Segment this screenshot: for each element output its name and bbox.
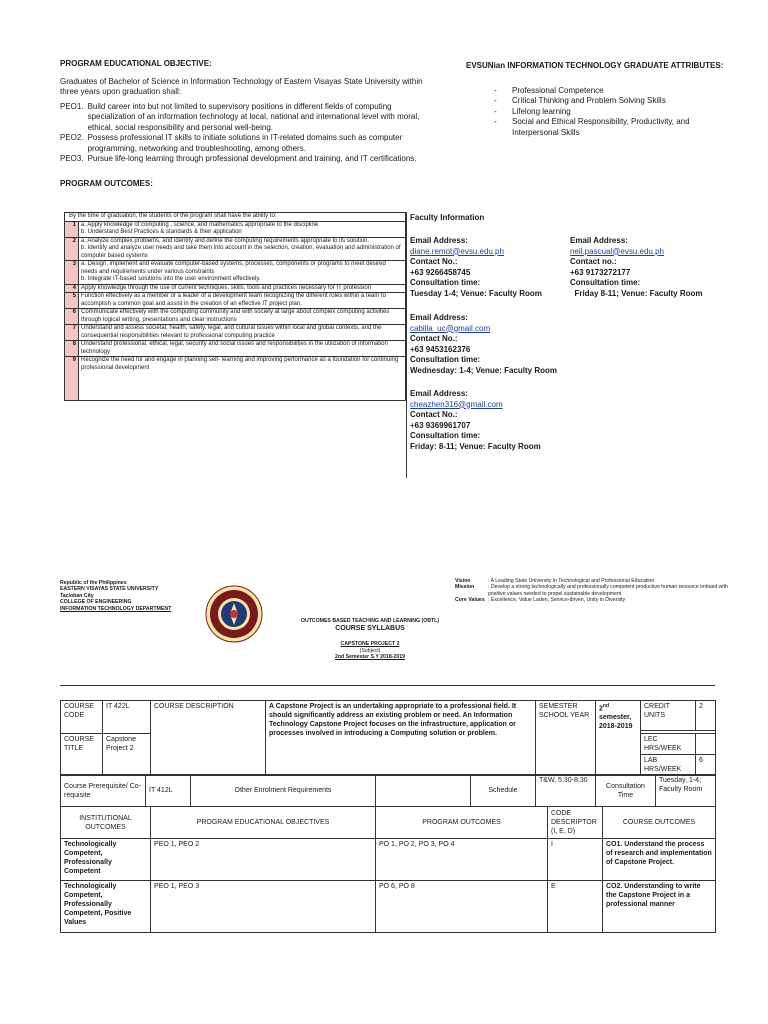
course-title-label: COURSE TITLE	[61, 734, 103, 776]
attribute-item: - Professional Competence	[494, 85, 604, 95]
university: EASTERN VISAYAS STATE UNIVERSITY	[60, 586, 159, 593]
semester-text: semester, 2018-2019	[599, 714, 633, 731]
attribute-item: - Social and Ethical Responsibility, Productivity, and Interpersonal Skills	[466, 117, 736, 138]
po-number: 8	[65, 341, 79, 357]
po-text: a. Apply knowledge of computing , science, and mathematics appropriate to the discipline b. Understand Best Practices & standards & their application	[79, 221, 406, 237]
department: INFORMATION TECHNOLOGY DEPARTMENT	[60, 605, 172, 612]
institutional-outcome: Technologically Competent, Professionally Competent, Positive Values	[61, 881, 151, 933]
peo-text: Pursue life-long learning through professional development and training, and IT certifications.	[87, 154, 417, 163]
peo-intro: Graduates of Bachelor of Science in Information Technology of Eastern Visayas State University within three years upon graduation shall:	[60, 76, 423, 96]
lab-hours-value: 6	[696, 755, 716, 776]
program-outcomes-heading: PROGRAM OUTCOMES:	[60, 178, 153, 188]
po-number: 3	[65, 261, 79, 285]
contact-label: Contact no.:	[570, 257, 617, 266]
peo-section	[60, 59, 440, 189]
obtl-heading: OUTCOMES BASED TEACHING AND LEARNING (OBTL)	[300, 618, 440, 624]
contact-value: +63 9369961707	[410, 420, 471, 430]
po-text: Communicate effectively with the computing community and with society at large about complex computing activities through logical writing, presentations and clear instructions	[79, 309, 406, 325]
po-number: 1	[65, 221, 79, 237]
table-row	[65, 284, 406, 293]
consultation-label: Consultation time:	[410, 278, 481, 287]
contact-value: +63 9173272177	[570, 267, 631, 277]
consultation-label: Consultation time:	[570, 278, 641, 287]
po-text: Apply knowledge through the use of current techniques, skills, tools and practices necessary for IT profession	[79, 284, 406, 293]
table-row	[61, 701, 716, 731]
schedule-label: Schedule	[471, 775, 536, 807]
table-row	[61, 839, 716, 881]
faculty-member	[570, 236, 720, 299]
course-outcome: CO1. Understand the process of research and implementation of Capstone Project.	[603, 839, 716, 881]
consultation-value: Friday 8-11; Venue: Faculty Room	[570, 288, 703, 298]
prerequisite-label: Course Prerequisite/ Co-requisite	[61, 775, 146, 807]
semester-number: 2	[599, 705, 603, 713]
graduate-attributes	[466, 61, 736, 138]
faculty-member	[410, 389, 560, 452]
email-link[interactable]: cabilla_uc@gmail.com	[410, 323, 491, 333]
core-values-label: Core Values	[455, 597, 485, 604]
peo-list	[60, 102, 440, 165]
mission-label: Mission	[455, 584, 475, 591]
email-link[interactable]: diane.remot@evsu.edu.ph	[410, 246, 504, 256]
po-number: 2	[65, 237, 79, 261]
consultation-value: Friday: 8-11; Venue: Faculty Room	[410, 441, 541, 451]
lec-hours-value	[696, 734, 716, 755]
contact-label: Contact No.:	[410, 334, 458, 343]
course-code-value: IT 422L	[103, 701, 151, 734]
mission-text: : Develop a strong technologically and professionally competent productive human resource imbued with positive values needed to propel sustainable development	[488, 584, 728, 597]
prerequisite-table	[60, 774, 716, 807]
contact-label: Contact No.:	[410, 410, 458, 419]
core-values-text: : Excellence, Value Laden, Service-driven, Unity in Diversity	[488, 597, 626, 604]
prerequisite-value: IT 412L	[146, 775, 191, 807]
po-mapping: PO 1, PO 2, PO 3, PO 4	[376, 839, 548, 881]
po-text: Function effectively as a member or a leader of a development team recognizing the different roles within a team to accomplish a common goal and assist in the creation of an effective IT project plan.	[79, 293, 406, 309]
po-number: 9	[65, 357, 79, 401]
table-row	[65, 341, 406, 357]
credit-units-value: 2	[696, 701, 716, 731]
table-row	[65, 221, 406, 237]
consultation-label: Consultation time:	[410, 355, 481, 364]
po-number: 4	[65, 284, 79, 293]
peo-item	[60, 154, 440, 165]
peo-code: PEO2.	[60, 133, 84, 142]
column-header: INSTITUTIONAL OUTCOMES	[61, 807, 151, 839]
course-name: CAPSTONE PROJECT 2	[340, 641, 400, 648]
table-row	[65, 261, 406, 285]
consultation-label: Consultation time:	[410, 431, 481, 440]
course-outcome: CO2. Understanding to write the Capstone Project in a professional manner	[603, 881, 716, 933]
table-row	[61, 881, 716, 933]
po-number: 6	[65, 309, 79, 325]
email-label: Email Address:	[410, 236, 468, 245]
column-header: PROGRAM EDUCATIONAL OBJECTIVES	[151, 807, 376, 839]
vision-text: : A Leading State University in Technological and Professional Education	[488, 578, 655, 584]
institutional-outcome: Technologically Competent, Professionally Competent	[61, 839, 151, 881]
table-row	[65, 357, 406, 401]
attribute-item: - Lifelong learning	[494, 106, 571, 116]
code-descriptor: E	[548, 881, 603, 933]
attribute-text: Critical Thinking and Problem Solving Skills	[512, 96, 666, 105]
email-link[interactable]: neil.pascual@evsu.edu.ph	[570, 246, 664, 256]
consultation-value: Tuesday, 1-4; Faculty Room	[656, 775, 716, 807]
table-row	[65, 325, 406, 341]
peo-text: Build career into but not limited to supervisory positions in different fields of computing specialization of an information technology at local, national and international level with moral, ethical, social responsibility and personal well-being.	[87, 101, 420, 132]
lab-hours-label: LAB HRS/WEEK	[641, 755, 696, 776]
course-code-label: COURSE CODE	[61, 701, 103, 734]
country: Republic of the Philippines	[60, 580, 127, 586]
column-header: PROGRAM OUTCOMES	[376, 807, 548, 839]
attributes-list	[466, 86, 736, 139]
po-text: a. Design, implement and evaluate computer-based systems, processes, components or programs to meet desired needs and requirements under various constraints b. Integrate IT-based solutions into the user environment effectively.	[79, 261, 406, 285]
attributes-heading: EVSUNian INFORMATION TECHNOLOGY GRADUATE ATTRIBUTES:	[466, 61, 724, 70]
core-values-row	[455, 597, 745, 603]
table-row	[65, 237, 406, 261]
po-intro: By the time of graduation, the students of the program shall have the ability to:	[65, 213, 406, 222]
divider	[60, 685, 715, 686]
college: COLLEGE OF ENGINEERING	[60, 599, 132, 606]
peo-text: Possess professional IT skills to initiate solutions in IT-related domains such as computer programming, networking and troubleshooting, among others.	[87, 133, 403, 153]
contact-value: +63 9266458745	[410, 267, 471, 277]
po-number: 7	[65, 325, 79, 341]
attribute-text: Professional Competence	[512, 85, 604, 95]
semester-label: SEMESTER SCHOOL YEAR	[536, 701, 596, 776]
course-title-value: Capstone Project 2	[103, 734, 151, 776]
subject-label: (Subject)	[359, 647, 381, 654]
semester-value	[596, 701, 641, 776]
po-text: Understand and assess societal, health, safety, legal, and cultural issues within local and global contexts, and the consequential responsibilities relevant to professional computing practice	[79, 325, 406, 341]
table-row	[61, 775, 716, 807]
column-header: CODE DESCRIPTOR (I, E, D)	[548, 807, 603, 839]
contact-value: +63 9453162376	[410, 344, 471, 354]
peo-code: PEO3.	[60, 154, 84, 163]
table-row	[65, 293, 406, 309]
code-descriptor: I	[548, 839, 603, 881]
faculty-member	[410, 236, 560, 299]
syllabus-title: COURSE SYLLABUS	[335, 625, 405, 633]
semester-label: 2nd Semester S.Y 2018-2019	[335, 654, 405, 661]
email-label: Email Address:	[570, 236, 628, 245]
email-label: Email Address:	[410, 313, 468, 322]
email-label: Email Address:	[410, 389, 468, 398]
course-info-table	[60, 700, 716, 776]
table-row	[65, 309, 406, 325]
po-mapping: PO 6, PO 8	[376, 881, 548, 933]
table-row	[65, 213, 406, 222]
lec-hours-label: LEC HRS/WEEK	[641, 734, 696, 755]
peo-mapping: PEO 1, PEO 3	[151, 881, 376, 933]
mission-row	[455, 584, 745, 597]
po-text: Recognize the need for and engage in planning self- learning and improving performance as a foundation for continuing professional development	[79, 357, 406, 401]
contact-label: Contact No.:	[410, 257, 458, 266]
semester-suffix: nd	[602, 703, 610, 709]
vision-mission-block	[455, 578, 745, 604]
peo-item	[60, 102, 440, 134]
peo-heading: PROGRAM EDUCATIONAL OBJECTIVE:	[60, 59, 212, 68]
credit-units-label: CREDIT UNITS	[641, 701, 696, 731]
course-description-label: COURSE DESCRIPTION	[151, 701, 266, 776]
po-text: Understand professional, ethical, legal, security and social issues and responsibilities in the utilization of information technology	[79, 341, 406, 357]
faculty-heading: Faculty Information	[410, 213, 485, 222]
attribute-text: Social and Ethical Responsibility, Productivity, and Interpersonal Skills	[512, 117, 690, 137]
consultation-label: Consultation Time	[596, 775, 656, 807]
column-header: COURSE OUTCOMES	[603, 807, 716, 839]
schedule-value: T&W, 5:30-8:30	[536, 775, 596, 807]
vision-label: Vision	[455, 578, 471, 584]
consultation-value: Tuesday 1-4; Venue: Faculty Room	[410, 288, 542, 298]
peo-mapping: PEO 1, PEO 2	[151, 839, 376, 881]
divider	[406, 212, 407, 478]
email-link[interactable]: cheazhen316@gmail.com	[410, 399, 503, 409]
outcomes-mapping-table	[60, 806, 716, 933]
course-description-value: A Capstone Project is an undertaking appropriate to a professional field. It should significantly address an existing problem or need. An Information Technology Capstone Project focuses on the infrastructure, application or processes involved in introducing a Computing solution or problem.	[266, 701, 536, 776]
other-requirements-value	[376, 775, 471, 807]
syllabus-title-block	[170, 618, 570, 661]
po-number: 5	[65, 293, 79, 309]
attribute-text: Lifelong learning	[512, 106, 571, 116]
peo-code: PEO1.	[60, 101, 84, 111]
table-row	[61, 807, 716, 839]
po-text: a. Analyze complex problems, and identify and define the computing requirements appropriate to its solution. b. Identify and analyze user needs and take them into account in the selection, creation, evaluation and administration of computer based systems	[79, 237, 406, 261]
faculty-member	[410, 313, 560, 376]
peo-item	[60, 133, 440, 154]
consultation-value: Wednesday: 1-4; Venue: Faculty Room	[410, 365, 557, 375]
program-outcomes-table	[64, 212, 406, 401]
city: Tacloban City	[60, 592, 94, 599]
attribute-item: - Critical Thinking and Problem Solving Skills	[494, 96, 666, 105]
faculty-information	[410, 213, 740, 463]
other-requirements-label: Other Enrolment Requirements	[191, 775, 376, 807]
